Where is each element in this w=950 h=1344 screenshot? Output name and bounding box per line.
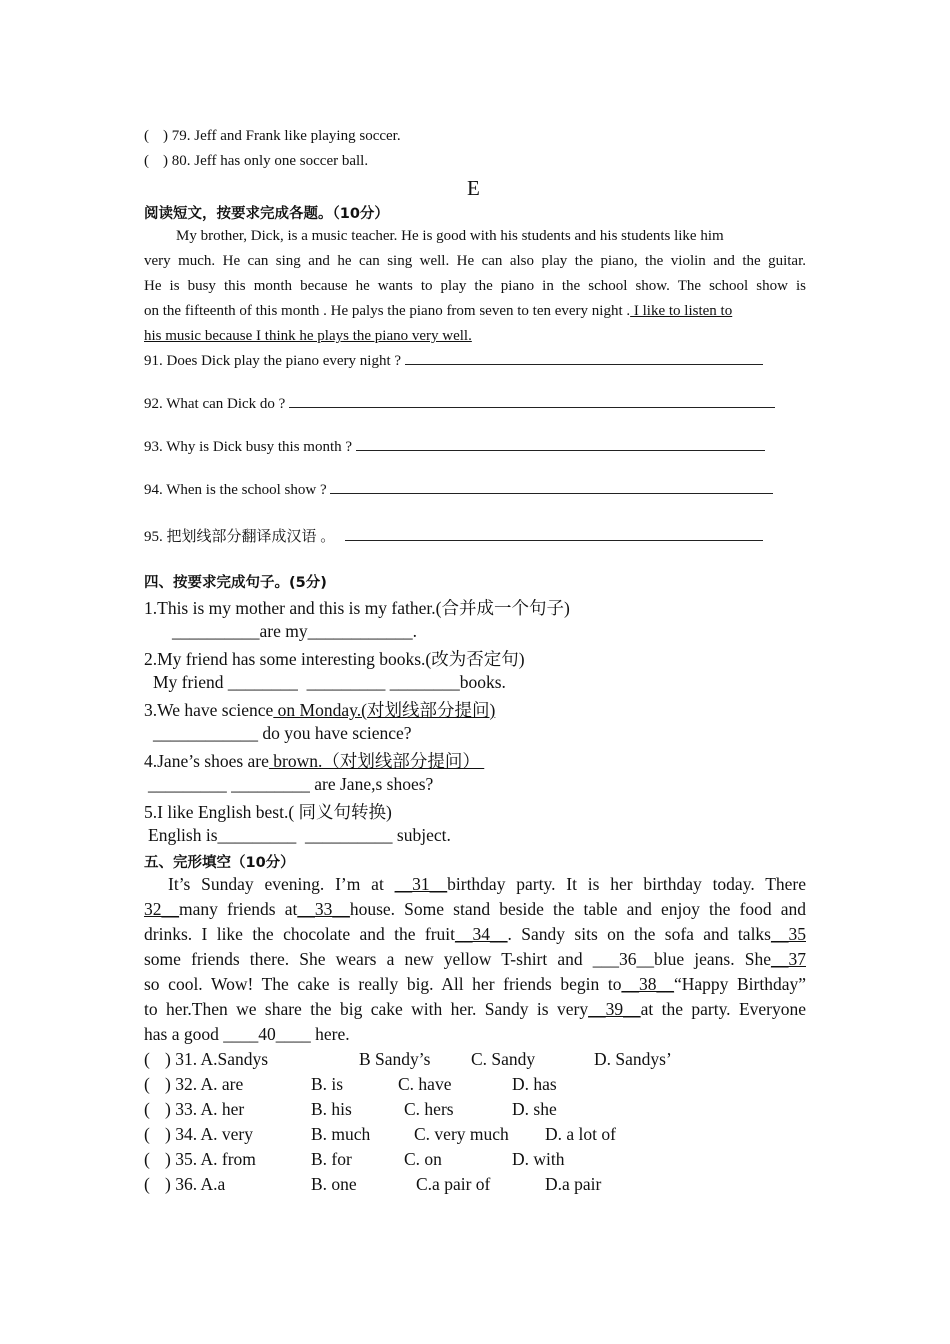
- s4-item-3-answer[interactable]: ____________ do you have science?: [153, 723, 412, 743]
- underlined-sentence-part-2: his music because I think he plays the piano very well.: [144, 328, 472, 344]
- question-95: 95. 把划线部分翻译成汉语 。: [144, 525, 763, 546]
- section-e-instruction: 阅读短文，按要求完成各题。（10分）: [144, 206, 389, 222]
- cloze-line-6: to her.Then we share the big cake with her. Sandy is very__39__at the party. Everyone: [144, 999, 806, 1019]
- underlined-sentence-part-1: I like to listen to: [630, 303, 733, 319]
- question-80: ( ) 80. Jeff has only one soccer ball.: [144, 153, 369, 169]
- answer-line-92[interactable]: [289, 407, 775, 408]
- question-93: 93. Why is Dick busy this month ?: [144, 439, 765, 456]
- answer-line-93[interactable]: [356, 450, 765, 451]
- s4-item-2-question: 2.My friend has some interesting books.(改为否定句): [144, 649, 525, 669]
- passage-line-1: My brother, Dick, is a music teacher. He is good with his students and his students like him: [176, 228, 724, 244]
- cloze-line-1: It’s Sunday evening. I’m at __31__birthday party. It is her birthday today. There: [168, 874, 806, 894]
- s4-item-3-question: 3.We have science on Monday.(对划线部分提问): [144, 700, 496, 720]
- s4-item-5-question: 5.I like English best.( 同义句转换): [144, 802, 392, 822]
- section-e-letter: E: [467, 176, 480, 200]
- passage-line-4: on the fifteenth of this month . He palys the piano from seven to ten every night . I like to listen to: [144, 303, 733, 319]
- section-5-title: 五、完形填空（10分）: [144, 855, 295, 871]
- s4-item-2-answer[interactable]: My friend ________ _________ ________books.: [153, 672, 506, 692]
- question-79: ( ) 79. Jeff and Frank like playing soccer.: [144, 128, 401, 144]
- cloze-line-2: 32__many friends at__33__house. Some stand beside the table and enjoy the food and: [144, 899, 806, 919]
- s4-item-5-answer[interactable]: English is_________ __________ subject.: [148, 825, 451, 845]
- document-page: ( ) 79. Jeff and Frank like playing soccer. ( ) 80. Jeff has only one soccer ball. E 阅读短文，按要求完成各题。（10分） My brother, Dick, is a music teacher. He is good with his students and his students like him very much. He can sing and he can sing well. He can also play the piano, the violin and the guitar. He is busy this month because he wants to play the piano in the school show. The school show is on the fifteenth of this month . He palys the piano from seven to ten every night . I like to listen to his music because I think he plays the piano very well. 91. Does Dick play the piano every night ? 92. What can Dick do ? 93. Why is Dick busy this month ? 94. When is the school show ? 95. 把划线部分翻译成汉语 。 四、按要求完成句子。(5分) 1.This is my mother and this is my father.(合并成一个句子) __________are my____________. 2.My friend has some interesting books.(改为否定句) My friend ________ _________ ________books. 3.We have science on Monday.(对划线部分提问) ____________ do you have science? 4.Jane’s shoes are brown.（对划线部分提问） _________ _________ are Jane,s shoes? 5.I like English best.( 同义句转换) English is_________ __________ subject. 五、完形填空（10分） It’s Sunday evening. I’m at __31__birthday party. It is her birthday today. There 32__many friends at__33__house. Some stand beside the table and enjoy the food and drinks. I like the chocolate and the fruit__34__. Sandy sits on the sofa and talks__35 some friends there. She wears a new yellow T-shirt and ___36__blue jeans. She__37 so cool. Wow! The cake is really big. All her friends begin to__38__“Happy Birthday” to her.Then we share the big cake with her. Sandy is very__39__at the party. Everyone has a good ____40____ here. ( ) 31. A.Sandys B Sandy’s C. Sandy D. Sandys’ ( ) 32. A. are B. is C. have D. has ( ) 33. A. her B. his C. hers D. she ( ) 34. A. very B. much C. very much D. a lot of ( ) 35. A. from B. for C. on D. with ( ) 36. A.a B. one C.a pair of D.a pair: [144, 128, 806, 1194]
- passage-line-2: very much. He can sing and he can sing well. He can also play the piano, the violin and the guitar.: [144, 253, 806, 269]
- s4-item-1-question: 1.This is my mother and this is my father.(合并成一个句子): [144, 598, 570, 618]
- section-4-title: 四、按要求完成句子。(5分): [144, 575, 327, 591]
- answer-line-91[interactable]: [405, 364, 763, 365]
- question-94: 94. When is the school show ?: [144, 482, 773, 499]
- answer-line-95[interactable]: [345, 540, 763, 541]
- question-91: 91. Does Dick play the piano every night ?: [144, 353, 763, 370]
- s4-item-4-question: 4.Jane’s shoes are brown.（对划线部分提问）: [144, 751, 485, 771]
- answer-line-94[interactable]: [330, 493, 773, 494]
- cloze-line-7: has a good ____40____ here.: [144, 1024, 350, 1044]
- cloze-line-3: drinks. I like the chocolate and the fruit__34__. Sandy sits on the sofa and talks__35: [144, 924, 806, 944]
- s4-item-4-answer[interactable]: _________ _________ are Jane,s shoes?: [148, 774, 434, 794]
- passage-line-3: He is busy this month because he wants to play the piano in the school show. The school show is: [144, 278, 806, 294]
- s4-item-1-answer[interactable]: __________are my____________.: [172, 621, 417, 641]
- question-92: 92. What can Dick do ?: [144, 396, 775, 413]
- cloze-line-4: some friends there. She wears a new yellow T-shirt and ___36__blue jeans. She__37: [144, 949, 806, 969]
- cloze-line-5: so cool. Wow! The cake is really big. All her friends begin to__38__“Happy Birthday”: [144, 974, 806, 994]
